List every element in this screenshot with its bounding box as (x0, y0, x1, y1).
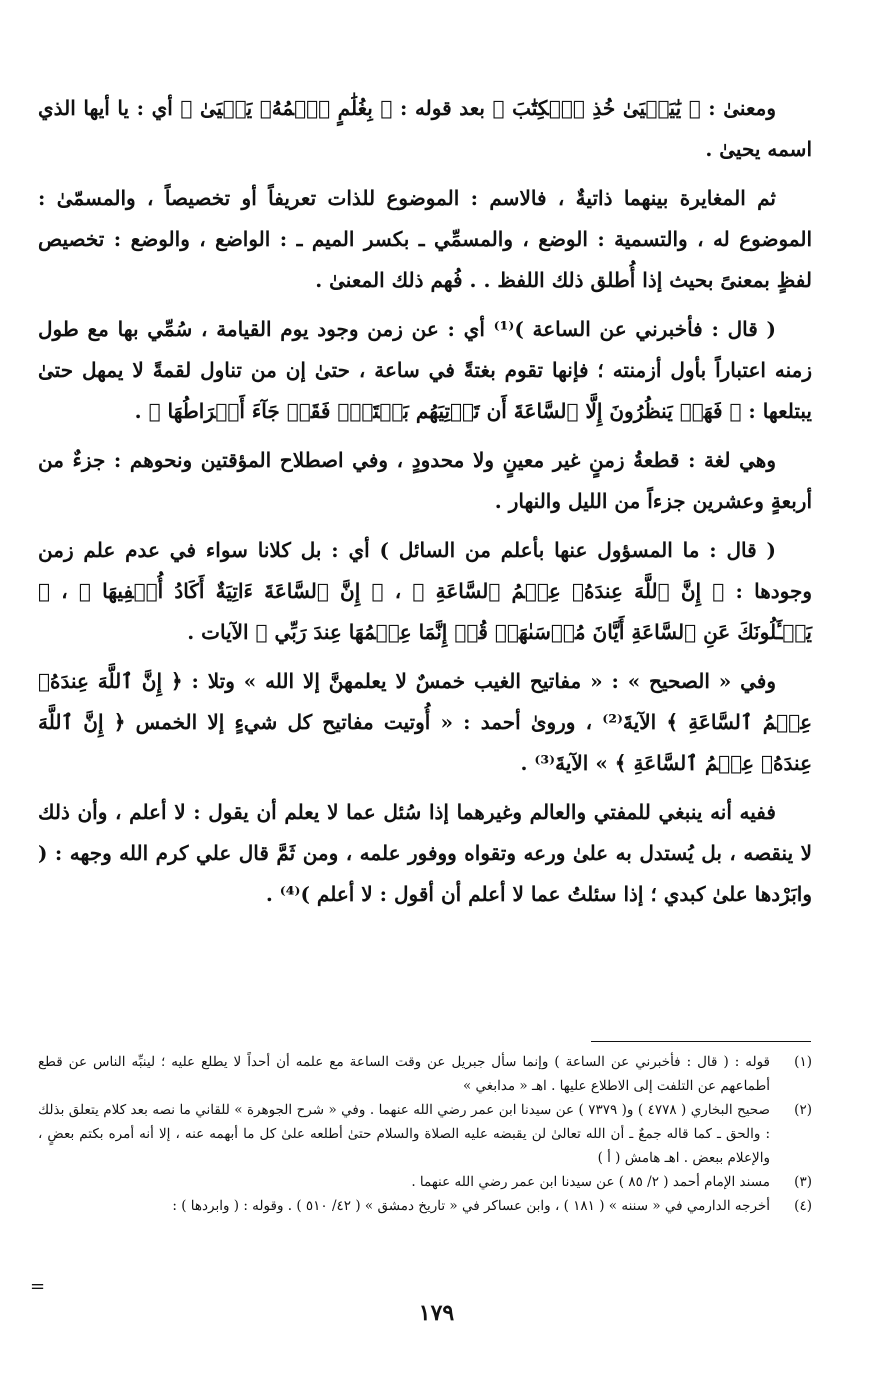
footnote-text: مسند الإمام أحمد ( ٢/ ٨٥ ) عن سيدنا ابن عمر رضي الله عنهما . (411, 1174, 770, 1190)
footnote-number: (٣) (794, 1174, 812, 1190)
footnote-number: (٢) (794, 1102, 812, 1118)
paragraph-7: ففيه أنه ينبغي للمفتي والعالم وغيرهما إذا سُئل عما لا يعلم أن يقول : لا أعلم ، وأن ذلك لا ينقصه ، بل يُستدل به علىٰ ورعه وتقواه ووفور علمه ، ومن ثَمَّ قال علي كرم الله وجهه : ( وابَرْدها علىٰ كبدي ؛ إذا سئلتُ عما لا أعلم أن أقول : لا أعلم )⁽⁴⁾ . (38, 800, 812, 906)
footnote-4 (38, 1194, 812, 1218)
footnote-text: قوله : ( قال : فأخبرني عن الساعة ) وإنما سأل جبريل عن وقت الساعة مع علمه أن أحداً لا يطلع عليه ؛ لينبِّه الناس عن قطع أطماعهم عن التلفت إلى الاطلاع عليها . اهـ « مدابغي » (38, 1054, 770, 1094)
footnote-number: (١) (794, 1054, 812, 1070)
footnote-1 (38, 1050, 812, 1098)
footnotes (38, 1050, 812, 1218)
footnote-2 (38, 1098, 812, 1170)
page-number: ١٧٩ (418, 1300, 455, 1326)
paragraph-3: ( قال : فأخبرني عن الساعة )⁽¹⁾ أي : عن زمن وجود يوم القيامة ، سُمِّي بها مع طول زمنه اعتباراً بأول أزمنته ؛ فإنها تقوم بغتةً في ساعة ، حتىٰ إن من تناول لقمةً لا يمهل حتىٰ يبتلعها : ﴿ فَهَلۡ يَنظُرُونَ إِلَّا ٱلسَّاعَةَ أَن تَأۡتِيَهُم بَغۡتَةٗۖ فَقَدۡ جَآءَ أَشۡرَاطُهَا ﴾ . (38, 317, 812, 423)
paragraph-5: ( قال : ما المسؤول عنها بأعلم من السائل ) أي : بل كلانا سواء في عدم علم زمن وجودها : ﴿ إِنَّ ٱللَّهَ عِندَهُۥ عِلۡمُ ٱلسَّاعَةِ ﴾ ، ﴿ إِنَّ ٱلسَّاعَةَ ءَاتِيَةٌ أَكَادُ أُخۡفِيهَا ﴾ ، ﴿ يَسۡـَٔلُونَكَ عَنِ ٱلسَّاعَةِ أَيَّانَ مُرۡسَىٰهَاۖ قُلۡ إِنَّمَا عِلۡمُهَا عِندَ رَبِّي ﴾ الآيات . (38, 538, 812, 644)
footnote-text: أخرجه الدارمي في « سننه » ( ١٨١ ) ، وابن عساكر في « تاريخ دمشق » ( ٤٢/ ٥١٠ ) . وقوله : ( وابردها ) : (172, 1198, 770, 1214)
footnote-divider (591, 1041, 811, 1042)
footnote-3 (38, 1170, 812, 1194)
footnote-text: صحيح البخاري ( ٤٧٧٨ ) و( ٧٣٧٩ ) عن سيدنا ابن عمر رضي الله عنهما . وفي « شرح الجوهرة » للقاني ما نصه بعد كلام يتعلق بذلك : والحق ـ كما قاله جمعٌ ـ أن الله تعالىٰ لن يقبضه عليه الصلاة والسلام حتىٰ أطلعه علىٰ كل ما أبهمه عنه ، إلا أنه أمره بكتم بعضٍ ، والإعلام ببعض . اهـ هامش ( أ ) (38, 1102, 770, 1166)
paragraph-6: وفي « الصحيح » : « مفاتيح الغيب خمسٌ لا يعلمهنَّ إلا الله » وتلا : ﴿ إِنَّ ٱللَّهَ عِندَهُۥ عِلۡمُ ٱلسَّاعَةِ ﴾ الآيةَ⁽²⁾ ، وروىٰ أحمد : « أُوتيت مفاتيح كل شيءٍ إلا الخمس ﴿ إِنَّ ٱللَّهَ عِندَهُۥ عِلۡمُ ٱلسَّاعَةِ ﴾ » الآيةَ⁽³⁾ . (38, 669, 813, 775)
footnote-number: (٤) (794, 1198, 812, 1214)
paragraph-4: وهي لغة : قطعةُ زمنٍ غير معينٍ ولا محدودٍ ، وفي اصطلاح المؤقتين ونحوهم : جزءٌ من أربعةٍ وعشرين جزءاً من الليل والنهار . (38, 448, 812, 513)
main-text (38, 88, 812, 923)
paragraph-1: ومعنىٰ : ﴿ يَٰيَحۡيَىٰ خُذِ ٱلۡكِتَٰبَ ﴾ بعد قوله : ﴿ بِغُلَٰمٍ ٱسۡمُهُۥ يَحۡيَىٰ ﴾ أي : يا أيها الذي اسمه يحيىٰ . (38, 96, 812, 161)
paragraph-2: ثم المغايرة بينهما ذاتيةٌ ، فالاسم : الموضوع للذات تعريفاً أو تخصيصاً ، والمسمّىٰ : الموضوع له ، والتسمية : الوضع ، والمسمِّي ـ بكسر الميم ـ : الواضع ، والوضع : تخصيص لفظٍ بمعنىً بحيث إذا أُطلق ذلك اللفظ . . فُهم ذلك المعنىٰ . (38, 186, 812, 292)
continuation-marker: = (30, 1276, 46, 1297)
